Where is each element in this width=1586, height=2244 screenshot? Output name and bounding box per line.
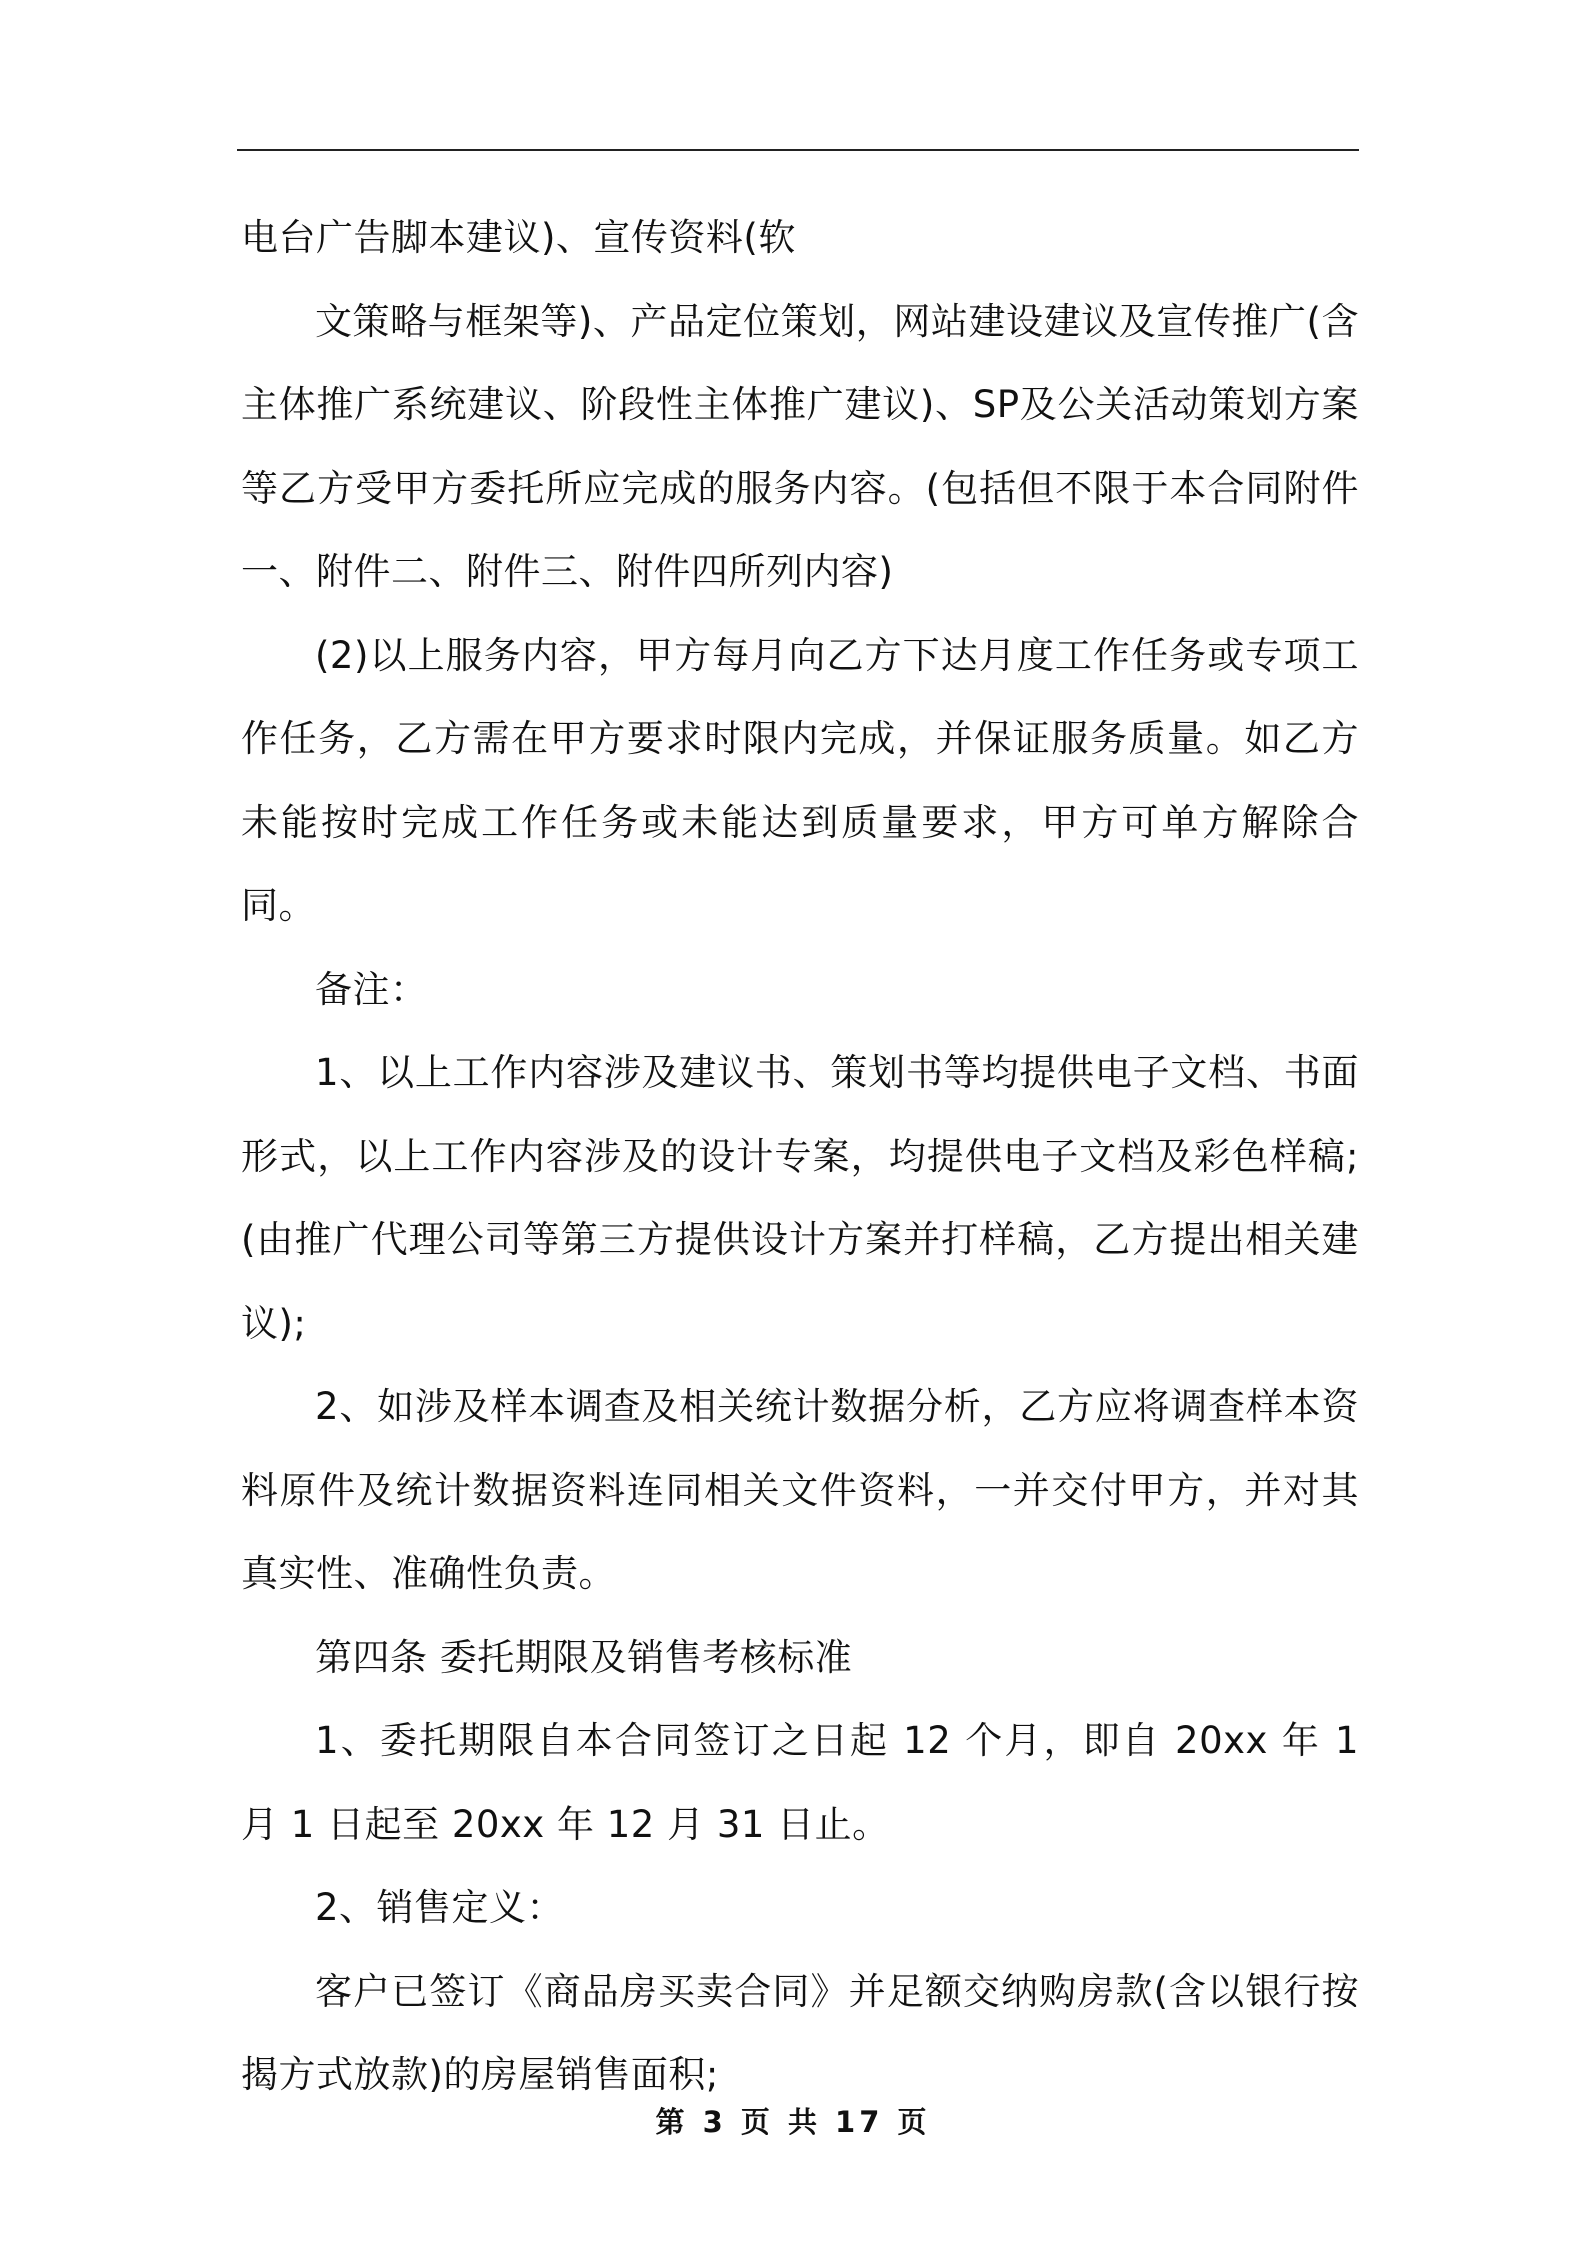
- paragraph: 2、销售定义：: [315, 1886, 565, 1929]
- paragraph: 电台广告脚本建议)、宣传资料(软: [241, 216, 796, 259]
- paragraph: (2)以上服务内容，甲方每月向乙方下达月度工作任务或专项工作任务，乙方需在甲方要求时限内完成，并保证服务质量。如乙方未能按时完成工作任务或未能达到质量要求，甲方可单方解除合同。: [241, 633, 1359, 927]
- paragraph: 1、委托期限自本合同签订之日起 12 个月，即自 20xx 年 1 月 1 日起至 20xx 年 12 月 31 日止。: [241, 1719, 1359, 1846]
- document-body: [241, 196, 1359, 2117]
- header-rule: [237, 149, 1359, 151]
- article-heading: 第四条 委托期限及销售考核标准: [315, 1635, 853, 1679]
- page-number: 第 3 页 共 17 页: [655, 2105, 931, 2139]
- note-heading: 备注：: [315, 967, 428, 1011]
- paragraph: 2、如涉及样本调查及相关统计数据分析，乙方应将调查样本资料原件及统计数据资料连同相关文件资料，一并交付甲方，并对其真实性、准确性负责。: [241, 1385, 1359, 1595]
- paragraph: 客户已签订《商品房买卖合同》并足额交纳购房款(含以银行按揭方式放款)的房屋销售面积;: [241, 1969, 1359, 2096]
- paragraph: 1、以上工作内容涉及建议书、策划书等均提供电子文档、书面形式，以上工作内容涉及的设计专案，均提供电子文档及彩色样稿;(由推广代理公司等第三方提供设计方案并打样稿，乙方提出相关建议);: [241, 1051, 1359, 1345]
- paragraph: 文策略与框架等)、产品定位策划，网站建设建议及宣传推广(含主体推广系统建议、阶段性主体推广建议)、SP及公关活动策划方案等乙方受甲方委托所应完成的服务内容。(包括但不限于本合同附件一、附件二、附件三、附件四所列内容): [241, 299, 1359, 593]
